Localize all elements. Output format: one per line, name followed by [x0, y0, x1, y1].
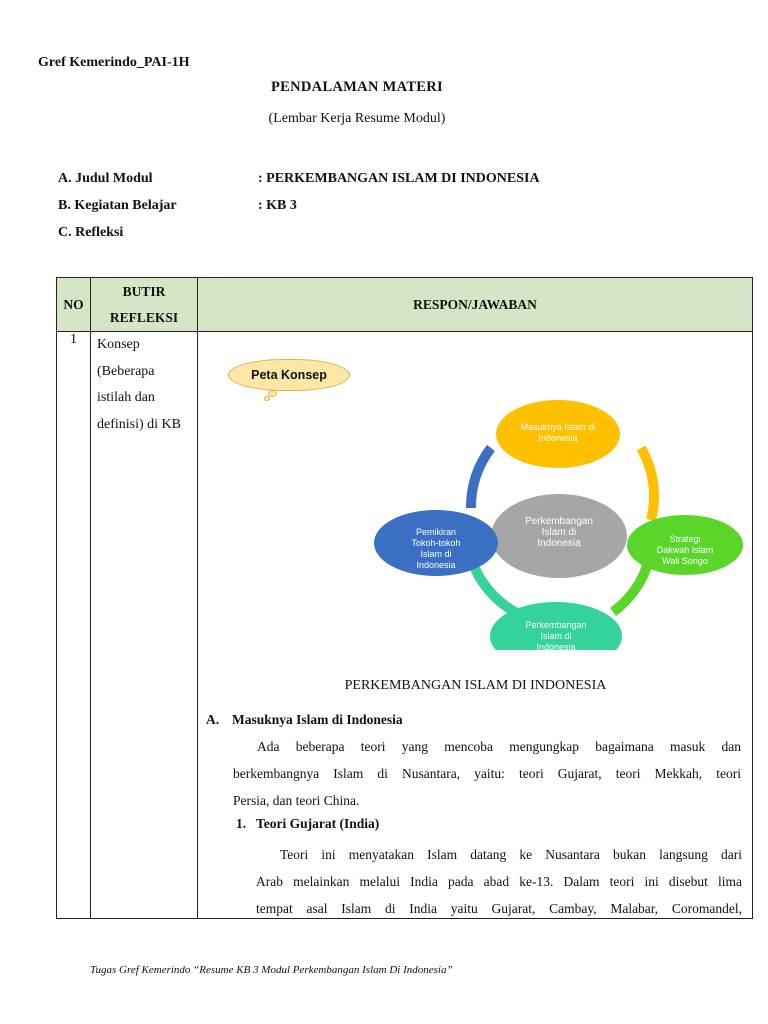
node-bottom-text: Perkembangan Islam di Indonesia: [525, 620, 587, 650]
subsection-1-number: 1.: [236, 816, 247, 831]
section-a-heading: [206, 712, 403, 728]
meta-label: C. Refleksi: [58, 225, 124, 240]
row-butir: Konsep (Beberapa istilah dan definisi) di KB: [91, 332, 198, 919]
center-node-text: Perkembangan Islam di Indonesia: [525, 516, 593, 549]
cloud-tail: [264, 396, 270, 401]
concept-map-diagram: [373, 390, 753, 650]
header-respon-jawaban: RESPON/JAWABAN: [198, 278, 753, 332]
paragraph-intro: [233, 733, 741, 814]
paragraph-line: Teori ini menyatakan Islam datang ke Nusantara bukan langsung dari: [280, 847, 742, 862]
ring-arc-left-top: [471, 448, 491, 508]
node-left-text: Pemikiran Tokoh-tokoh Islam di Indonesia: [411, 527, 461, 570]
subsection-1-heading: [236, 816, 379, 832]
section-title: PERKEMBANGAN ISLAM DI INDONESIA: [344, 678, 607, 693]
ring-arc-right-top: [641, 448, 654, 520]
meta-kegiatan-belajar: [58, 198, 297, 214]
paragraph-line: berkembangnya Islam di Nusantara, yaitu: teori Gujarat, teori Mekkah, teori: [233, 766, 741, 781]
reflection-table: [56, 277, 753, 919]
page-footer: Tugas Gref Kemerindo “Resume KB 3 Modul Perkembangan Islam Di Indonesia”: [90, 964, 453, 976]
concept-map-label: Peta Konsep: [228, 359, 350, 391]
header-no: NO: [57, 278, 91, 332]
cloud-tail: [268, 390, 277, 397]
meta-label: A. Judul Modul: [58, 171, 153, 186]
node-right-text: Strategi Dakwah Islam Wali Songo: [656, 534, 714, 566]
subsection-1-title: Teori Gujarat (India): [256, 816, 380, 831]
paragraph-line: Ada beberapa teori yang mencoba mengungkap bagaimana masuk dan: [257, 739, 741, 754]
paragraph-line: Persia, dan teori China.: [233, 793, 360, 808]
meta-refleksi: [58, 225, 258, 241]
row-number: 1: [57, 332, 91, 919]
meta-judul-modul: [58, 171, 540, 187]
meta-label: B. Kegiatan Belajar: [58, 198, 177, 213]
meta-value: : KB 3: [258, 198, 297, 213]
paragraph-line: tempat asal Islam di India yaitu Gujarat, Cambay, Malabar, Coromandel,: [256, 901, 742, 916]
row-response: [198, 332, 753, 919]
document-title: PENDALAMAN MATERI: [271, 79, 443, 95]
section-a-title: Masuknya Islam di Indonesia: [232, 712, 403, 727]
paragraph-gujarat: [256, 841, 742, 919]
author-name: Gref Kemerindo_PAI-1H: [38, 55, 190, 70]
node-top-text: Masuknya Islam di Indonesia: [520, 422, 596, 443]
meta-value: : PERKEMBANGAN ISLAM DI INDONESIA: [258, 171, 540, 186]
document-subtitle: (Lembar Kerja Resume Modul): [268, 111, 446, 126]
section-a-label: A.: [206, 712, 220, 727]
table-header-row: [57, 278, 753, 332]
header-butir-refleksi: BUTIR REFLEKSI: [91, 278, 198, 332]
table-row: [57, 332, 753, 919]
paragraph-line: Arab melainkan melalui India pada abad ke-13. Dalam teori ini disebut lima: [256, 874, 742, 889]
